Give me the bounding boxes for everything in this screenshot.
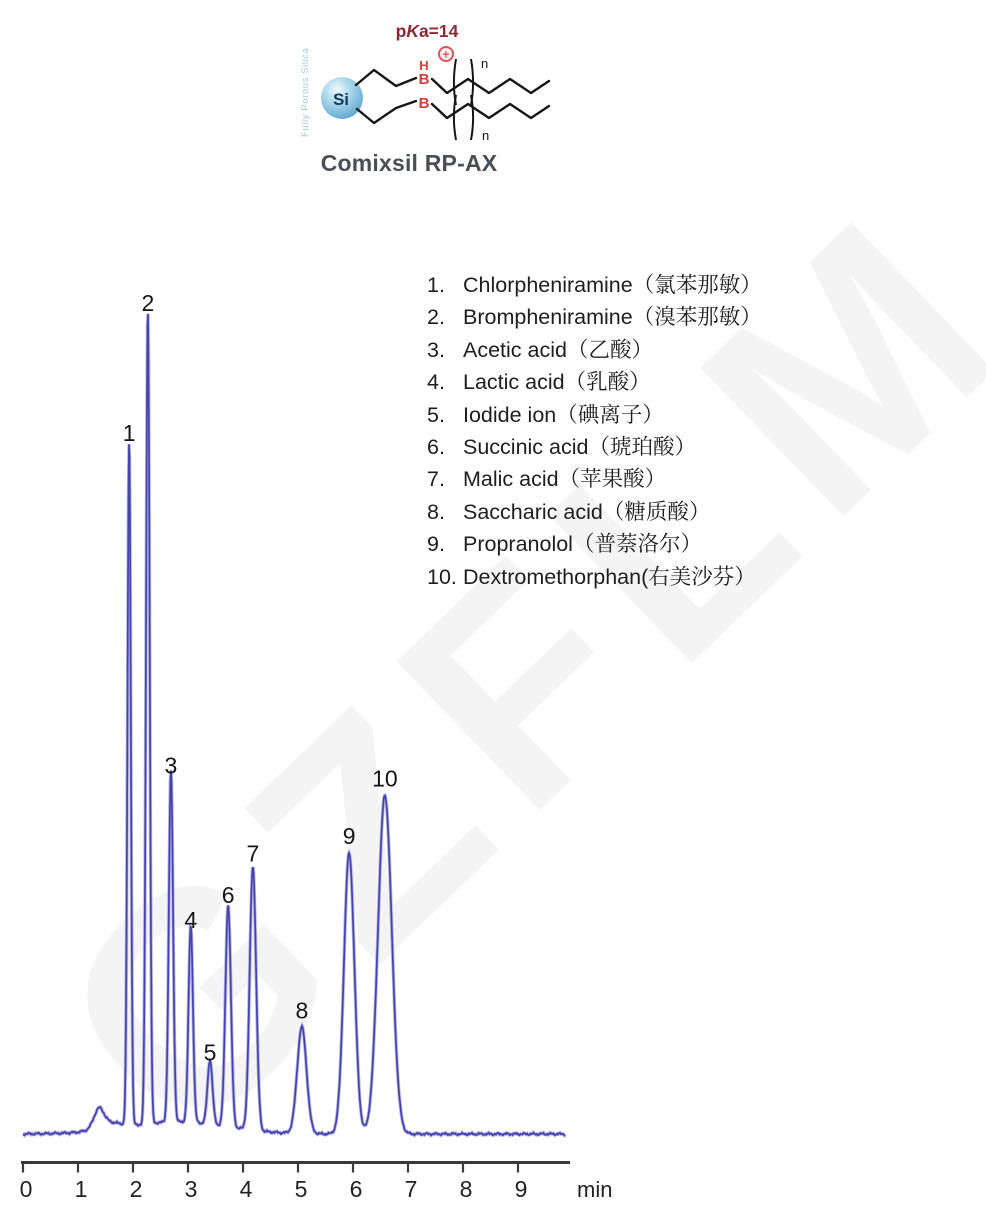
legend-item-label: Succinic acid（琥珀酸） (463, 435, 696, 460)
h-atom-label: H (419, 58, 429, 73)
peak-label-10: 10 (372, 765, 398, 792)
legend-item-number: 8. (427, 499, 445, 524)
x-axis-tick-label: 7 (404, 1176, 418, 1202)
legend-item-label: Dextromethorphan(右美沙芬） (463, 564, 756, 589)
legend-item (427, 269, 762, 301)
legend-item-label: Saccharic acid（糖质酸） (463, 499, 711, 524)
legend-item (427, 301, 762, 333)
repeat-subscript-lower: n (482, 128, 490, 143)
legend-item (427, 366, 762, 398)
x-axis-tick-label: 5 (294, 1176, 308, 1202)
legend-item-number: 6. (427, 435, 445, 460)
x-axis-tick-label: 8 (459, 1176, 473, 1202)
pka-label: pKa=14 (395, 21, 459, 41)
legend-item-label: Propranolol（普萘洛尔） (463, 532, 702, 557)
peak-label-7: 7 (246, 840, 260, 867)
peak-label-6: 6 (221, 881, 235, 908)
x-axis-tick-label: 2 (129, 1176, 143, 1202)
peak-label-5: 5 (203, 1039, 217, 1066)
x-axis-tick-label: 6 (349, 1176, 363, 1202)
legend-item-number: 9. (427, 532, 445, 557)
structure-title: Comixsil RP-AX (320, 150, 498, 176)
x-axis-tick-label: 9 (514, 1176, 528, 1202)
legend-item-number: 3. (427, 337, 445, 362)
legend-item-label: Iodide ion（碘离子） (463, 402, 664, 427)
peak-label-2: 2 (141, 290, 155, 316)
legend-item-label: Acetic acid（乙酸） (463, 337, 653, 362)
legend-item-label: Malic acid（苹果酸） (463, 467, 667, 492)
legend-item (427, 463, 762, 495)
legend-item (427, 334, 762, 366)
legend-item (427, 496, 762, 528)
legend-item (427, 399, 762, 431)
legend-item-number: 5. (427, 402, 445, 427)
x-axis-tick-label: 1 (74, 1176, 88, 1202)
b-atom-lower-label: B (418, 95, 430, 112)
legend-item-label: Brompheniramine（溴苯那敏） (463, 305, 762, 330)
svg-text:+: + (442, 47, 450, 62)
legend-item-number: 7. (427, 467, 445, 492)
x-axis-unit-label: min (577, 1177, 613, 1202)
legend-item-number: 10. (427, 564, 457, 589)
peak-label-8: 8 (295, 997, 309, 1024)
legend-item (427, 431, 762, 463)
legend-item-number: 4. (427, 370, 445, 395)
b-atom-upper-label: B (418, 71, 430, 88)
legend-item (427, 528, 762, 560)
repeat-subscript-upper: n (481, 56, 489, 71)
fully-porous-silica-label: Fully Porous Silica (300, 47, 311, 137)
x-axis-tick-label: 3 (184, 1176, 198, 1202)
x-axis-tick-label: 4 (239, 1176, 253, 1202)
svg-text:Si: Si (332, 90, 350, 109)
legend-item-label: Lactic acid（乳酸） (463, 370, 651, 395)
peak-label-1: 1 (122, 420, 136, 447)
compound-legend (427, 269, 762, 593)
x-axis-tick-label: 0 (19, 1176, 33, 1202)
legend-item-number: 1. (427, 273, 445, 297)
peak-label-9: 9 (342, 823, 356, 850)
legend-item-number: 2. (427, 305, 445, 330)
legend-item-label: Chlorpheniramine（氯苯那敏） (463, 273, 762, 297)
peak-label-4: 4 (184, 907, 198, 934)
peak-label-3: 3 (164, 752, 178, 779)
legend-item (427, 561, 762, 593)
